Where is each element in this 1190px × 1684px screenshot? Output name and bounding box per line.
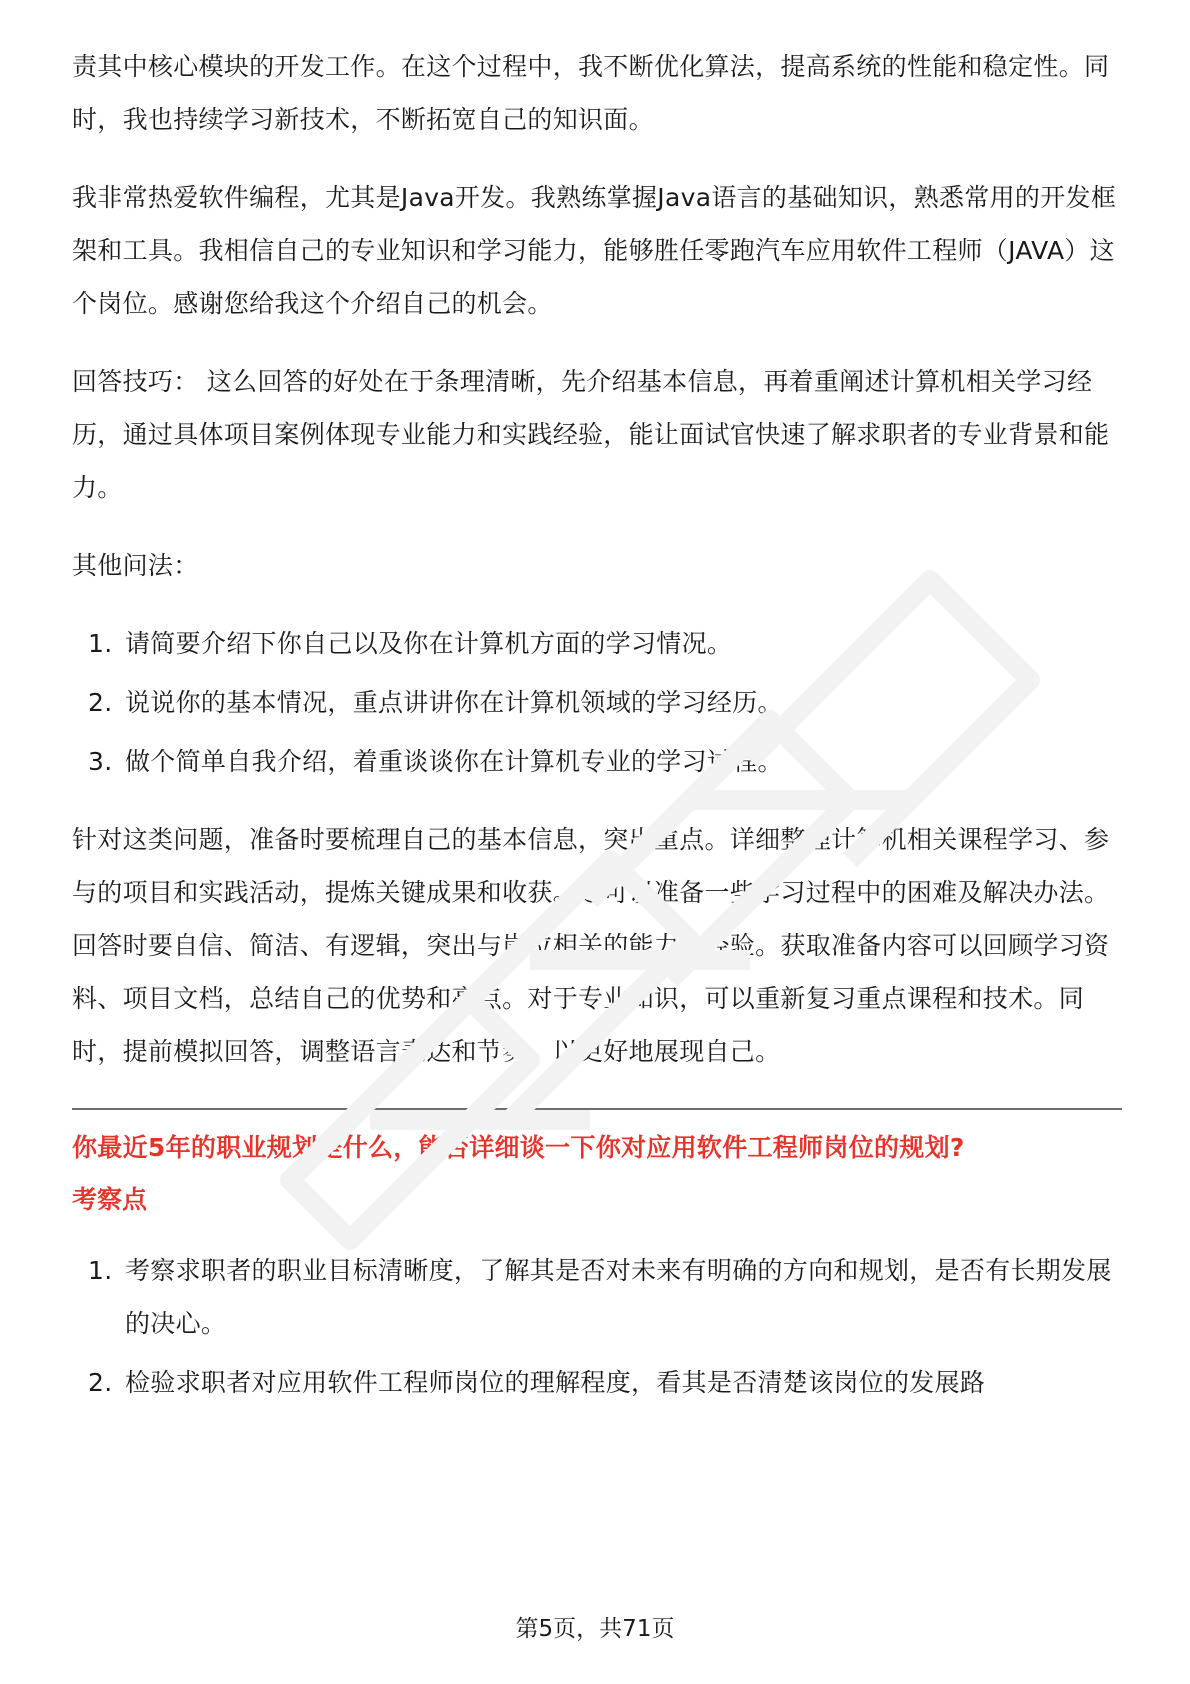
other-questions-list — [72, 617, 1122, 788]
paragraph-java-passion: 我非常热爱软件编程，尤其是Java开发。我熟练掌握Java语言的基础知识，熟悉常用的开发框架和工具。我相信自己的专业知识和学习能力，能够胜任零跑汽车应用软件工程师（JAVA）这个岗位。感谢您给我这个介绍自己的机会。 — [72, 183, 1117, 318]
list-item: 2. 检验求职者对应用软件工程师岗位的理解程度，看其是否清楚该岗位的发展路 — [88, 1368, 986, 1397]
list-item: 1. 考察求职者的职业目标清晰度，了解其是否对未来有明确的方向和规划，是否有长期发展的决心。 — [88, 1256, 1112, 1338]
list-item: 3. 做个简单自我介绍，着重谈谈你在计算机专业的学习过程。 — [88, 747, 783, 776]
exam-points-list — [72, 1244, 1122, 1409]
document-body — [72, 40, 1122, 1434]
list-item: 2. 说说你的基本情况，重点讲讲你在计算机领域的学习经历。 — [88, 688, 783, 717]
section-divider — [72, 1108, 1122, 1110]
paragraph-preparation-advice: 针对这类问题，准备时要梳理自己的基本信息，突出重点。详细整理计算机相关课程学习、参与的项目和实践活动，提炼关键成果和收获。还可以准备一些学习过程中的困难及解决办法。回答时要自信、简洁、有逻辑，突出与岗位相关的能力和经验。获取准备内容可以回顾学习资料、项目文档，总结自己的优势和亮点。对于专业知识，可以重新复习重点课程和技术。同时，提前模拟回答，调整语言表达和节奏，以更好地展现自己。 — [72, 825, 1110, 1066]
other-questions-label: 其他问法： — [72, 551, 199, 580]
list-item: 1. 请简要介绍下你自己以及你在计算机方面的学习情况。 — [88, 629, 733, 658]
paragraph-answer-tips: 回答技巧： 这么回答的好处在于条理清晰，先介绍基本信息，再着重阐述计算机相关学习经历，通过具体项目案例体现专业能力和实践经验，能让面试官快速了解求职者的专业背景和能力。 — [72, 367, 1110, 502]
question-heading: 你最近5年的职业规划是什么，能否详细谈一下你对应用软件工程师岗位的规划? — [72, 1133, 965, 1162]
paragraph-intro-continued: 责其中核心模块的开发工作。在这个过程中，我不断优化算法，提高系统的性能和稳定性。同时，我也持续学习新技术，不断拓宽自己的知识面。 — [72, 52, 1110, 134]
page-footer: 第5页，共71页 — [515, 1616, 675, 1642]
exam-points-label: 考察点 — [72, 1185, 148, 1214]
